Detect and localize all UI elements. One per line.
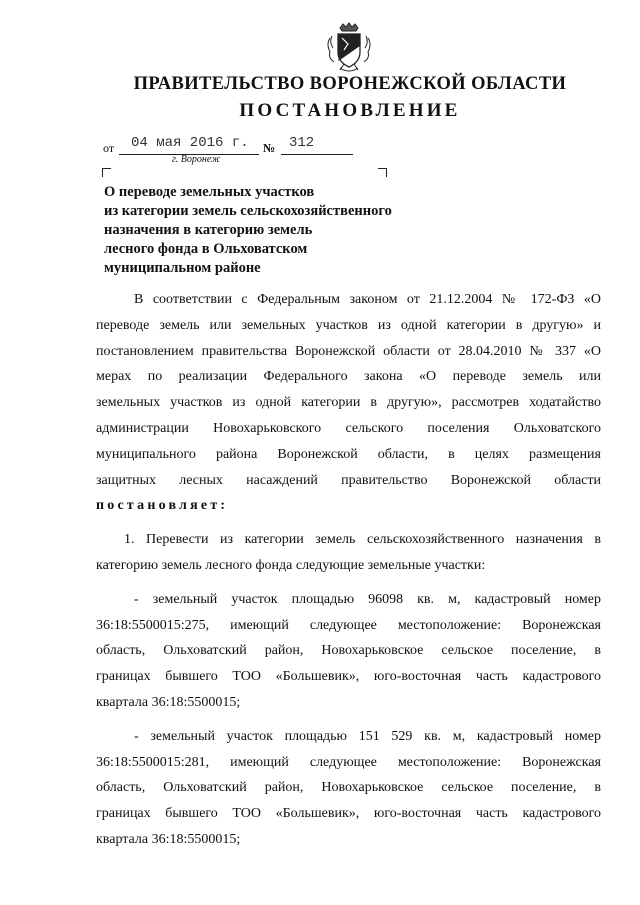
body-line: мерах по реализации Федерального закона «О переводе земель или	[96, 369, 601, 385]
title-line: из категории земель сельскохозяйственного	[104, 203, 392, 219]
document-title	[104, 183, 434, 278]
title-line: муниципальном районе	[104, 260, 261, 276]
plot-2-line: область, Ольховатский район, Новохарьковское сельское поселение, в	[96, 780, 601, 796]
document-body	[96, 287, 601, 853]
number-prefix: №	[263, 141, 276, 155]
body-line: администрации Новохарьковского сельского поселения Ольховатского	[96, 420, 601, 436]
number-underline	[281, 154, 353, 155]
plot-1-line: область, Ольховатский район, Новохарьковское сельское поселение, в	[96, 643, 601, 659]
item-1-line: категорию земель лесного фонда следующие земельные участки:	[96, 557, 486, 573]
title-bracket-right	[378, 168, 387, 177]
organization-name: ПРАВИТЕЛЬСТВО ВОРОНЕЖСКОЙ ОБЛАСТИ	[133, 74, 567, 94]
plot-1-line: квартала 36:18:5500015;	[96, 694, 241, 710]
title-line: О переводе земельных участков	[104, 184, 315, 200]
plot-1-line: 36:18:5500015:275, имеющий следующее местоположение: Воронежская	[96, 617, 601, 633]
title-line: назначения в категорию земель	[104, 222, 313, 238]
title-line: лесного фонда в Ольховатском	[104, 241, 308, 257]
title-bracket-left	[102, 168, 111, 177]
body-line: переводе земель или земельных участков из одной категории в другую» и	[96, 317, 601, 333]
body-line: постановлением правительства Воронежской области от 28.04.2010 № 337 «О	[96, 343, 601, 359]
item-1-line: 1. Перевести из категории земель сельскохозяйственного назначения в	[124, 532, 601, 548]
plot-1-line: - земельный участок площадью 96098 кв. м, кадастровый номер	[134, 591, 601, 607]
plot-2-line: 36:18:5500015:281, имеющий следующее местоположение: Воронежская	[96, 754, 601, 770]
document-type: ПОСТАНОВЛЕНИЕ	[239, 100, 461, 121]
plot-2-line: квартала 36:18:5500015;	[96, 831, 241, 847]
resolves-word: постановляет:	[96, 498, 229, 514]
date-value: 04 мая 2016 г.	[131, 135, 249, 151]
city: г. Воронеж	[172, 154, 221, 165]
plot-2-line: - земельный участок площадью 151 529 кв. м, кадастровый номер	[134, 728, 601, 744]
number-value: 312	[289, 135, 315, 151]
plot-1-line: границах бывшего ТОО «Большевик», юго-восточная часть кадастрового	[96, 669, 601, 685]
body-line: В соответствии с Федеральным законом от 21.12.2004 № 172-ФЗ «О	[134, 292, 601, 307]
date-prefix: от	[103, 141, 115, 155]
plot-2-line: границах бывшего ТОО «Большевик», юго-восточная часть кадастрового	[96, 806, 601, 822]
body-line: муниципального района Воронежской области, в целях размещения	[96, 446, 601, 462]
body-line: земельных участков из одной категории в другую», рассмотрев ходатайство	[96, 395, 601, 411]
body-line: защитных лесных насаждений правительство Воронежской области	[96, 472, 601, 488]
coat-of-arms-emblem	[326, 22, 372, 74]
